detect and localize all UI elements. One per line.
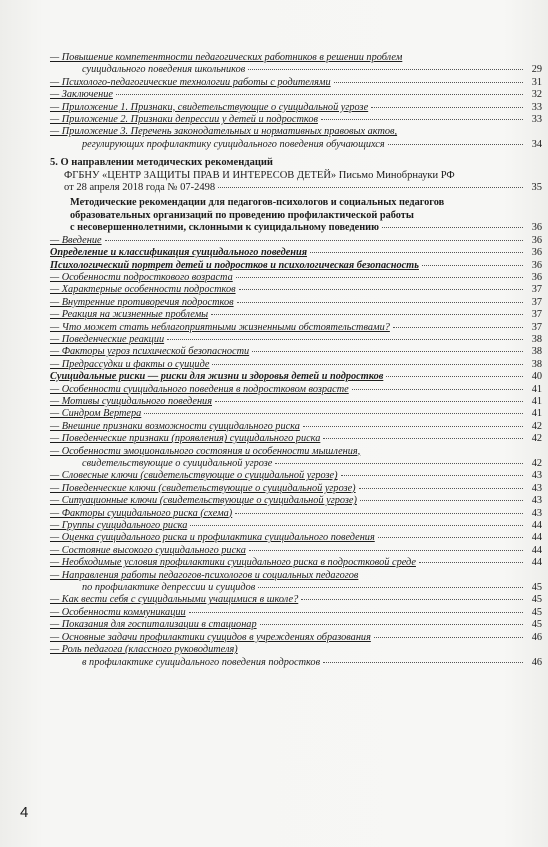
toc-entry-title: — Словесные ключи (свидетельствующие о суицидальной угрозе) <box>50 470 338 482</box>
toc-entry <box>50 77 542 89</box>
toc-entry-title: — Группы суицидального риска <box>50 520 188 532</box>
toc-page-number: 43 <box>531 495 542 507</box>
toc-entry-title: 5. О направлении методических рекомендаций <box>50 157 273 169</box>
toc-entry-title: по профилактике депрессии и суицидов <box>82 582 256 594</box>
dot-leader <box>252 351 523 352</box>
toc-page-number: 45 <box>531 582 542 594</box>
dot-leader <box>388 144 523 145</box>
dot-leader <box>235 513 523 514</box>
dot-leader <box>360 500 523 501</box>
dot-leader <box>310 252 523 253</box>
toc-entry <box>50 495 542 507</box>
toc-entry-title: Суицидальные риски — риски для жизни и здоровья детей и подростков <box>50 371 384 383</box>
toc-page-number: 33 <box>531 114 542 126</box>
page-number: 4 <box>20 804 29 821</box>
toc-page-number: 44 <box>531 557 542 569</box>
dot-leader <box>422 265 523 266</box>
toc-page-number: 42 <box>531 433 542 445</box>
toc-page-number: 45 <box>531 594 542 606</box>
dot-leader <box>218 187 523 188</box>
toc-page-number: 46 <box>531 656 542 668</box>
dot-leader <box>249 550 523 551</box>
dot-leader <box>215 401 523 402</box>
dot-leader <box>248 69 523 70</box>
dot-leader <box>116 94 523 95</box>
toc-page-number: 41 <box>531 408 542 420</box>
toc-entry <box>50 644 542 669</box>
toc-page-number: 35 <box>531 182 542 194</box>
dot-leader <box>167 339 523 340</box>
toc-entry-title: — Мотивы суицидального поведения <box>50 395 212 407</box>
toc-entry-title: — Особенности суицидального поведения в подростковом возрасте <box>50 383 349 395</box>
toc-page-number: 33 <box>531 101 542 113</box>
toc-entry-title: — Как вести себя с суицидальными учащимися в школе? <box>50 594 299 606</box>
toc-entry <box>50 297 542 309</box>
toc-entry <box>50 396 542 408</box>
toc-entry-title: — Необходимые условия профилактики суицидального риска в подростковой среде <box>50 557 416 569</box>
toc-entry <box>50 520 542 532</box>
toc-entry <box>50 322 542 334</box>
toc-page-number: 45 <box>531 606 542 618</box>
toc-entry <box>50 470 542 482</box>
toc-page-number: 46 <box>531 631 542 643</box>
toc-entry-title: — Особенности подросткового возраста <box>50 271 233 283</box>
dot-leader <box>323 438 523 439</box>
toc-entry <box>50 446 542 471</box>
toc-entry-title: — Реакция на жизненные проблемы <box>50 309 209 321</box>
toc-entry <box>50 260 542 272</box>
toc-entry-title: — Приложение 2. Признаки депрессии у детей и подростков <box>50 114 318 126</box>
toc-page-number: 44 <box>531 532 542 544</box>
dot-leader <box>275 463 523 464</box>
dot-leader <box>144 413 523 414</box>
toc-entry-title: — Предрассудки и факты о суициде <box>50 358 210 370</box>
dot-leader <box>382 227 523 228</box>
dot-leader <box>239 289 523 290</box>
dot-leader <box>359 488 523 489</box>
toc-entry-title: — Роль педагога (классного руководителя) <box>50 644 238 656</box>
toc-page-number: 42 <box>531 420 542 432</box>
dot-leader <box>378 537 523 538</box>
dot-leader <box>260 624 523 625</box>
toc-entry <box>50 102 542 114</box>
toc-entry <box>50 532 542 544</box>
dot-leader <box>334 82 523 83</box>
toc-page-number: 38 <box>531 333 542 345</box>
toc-page-number: 37 <box>531 309 542 321</box>
toc-page-number: 32 <box>531 89 542 101</box>
toc-entry-title: — Факторы суицидального риска (схема) <box>50 507 233 519</box>
dot-leader <box>321 119 523 120</box>
dot-leader <box>236 277 523 278</box>
toc-page-number: 43 <box>531 507 542 519</box>
toc-entry-title: в профилактике суицидального поведения подростков <box>82 656 321 668</box>
toc-entry <box>50 607 542 619</box>
toc-entry-title: свидетельствующие о суицидальной угрозе <box>82 458 273 469</box>
toc-page-number: 44 <box>531 544 542 556</box>
toc-entry-title: — Повышение компетентности педагогических работников в решении проблем <box>50 52 403 63</box>
toc-page-number: 31 <box>531 76 542 88</box>
dot-leader <box>352 389 523 390</box>
toc-entry <box>50 433 542 445</box>
toc-entry <box>50 284 542 296</box>
toc-page-number: 37 <box>531 321 542 333</box>
dot-leader <box>341 475 523 476</box>
dot-leader <box>190 525 523 526</box>
dot-leader <box>323 662 523 663</box>
toc-entry-title: — Особенности эмоционального состояния и особенности мышления, <box>50 445 361 457</box>
toc-entry-title: с несовершеннолетними, склонными к суицидальному поведению <box>70 222 379 234</box>
toc-entry <box>50 545 542 557</box>
toc-page-number: 43 <box>531 470 542 482</box>
toc-entry <box>50 483 542 495</box>
toc-page-number: 42 <box>531 458 542 469</box>
toc-entry-title: — Поведенческие ключи (свидетельствующие о суицидальной угрозе) <box>50 482 356 494</box>
toc-entry <box>50 408 542 420</box>
toc-entry <box>50 126 542 151</box>
toc-entry-title: от 28 апреля 2018 года № 07-2498 <box>64 182 216 194</box>
toc-page-number: 36 <box>531 234 542 246</box>
toc-entry-title: ФГБНУ «ЦЕНТР ЗАЩИТЫ ПРАВ И ИНТЕРЕСОВ ДЕТЕЙ» Письмо Минобрнауки РФ <box>64 169 455 181</box>
dot-leader <box>419 562 523 563</box>
toc-entry <box>50 346 542 358</box>
toc-entry-title: — Направления работы педагогов-психологов и социальных педагогов <box>50 569 359 581</box>
toc-entry <box>50 359 542 371</box>
toc-entry <box>50 619 542 631</box>
toc-page-number: 37 <box>531 296 542 308</box>
dot-leader <box>211 314 523 315</box>
toc-entry-title: — Приложение 1. Признаки, свидетельствующие о суицидальной угрозе <box>50 101 369 113</box>
toc-entry-title: — Поведенческие признаки (проявления) суицидального риска <box>50 433 321 445</box>
toc-entry-title: Определение и классификация суицидального поведения <box>50 247 308 259</box>
toc-entry-title: регулирующих профилактику суицидального поведения обучающихся <box>82 138 385 150</box>
toc-entry-title: Психологический портрет детей и подростков и психологическая безопасность <box>50 259 419 271</box>
toc-entry <box>50 508 542 520</box>
dot-leader <box>374 637 523 638</box>
toc-entry-title: — Факторы угроз психической безопасности <box>50 346 250 358</box>
toc-page-number: 41 <box>531 383 542 395</box>
toc-page-number: 38 <box>531 358 542 370</box>
toc-entry-title: — Психолого-педагогические технологии работы с родителями <box>50 76 331 88</box>
toc-entry-title: — Что может стать неблагоприятными жизненными обстоятельствами? <box>50 321 390 333</box>
toc-entry-title: — Особенности коммуникации <box>50 606 186 618</box>
toc-entry <box>50 114 542 126</box>
toc-entry-title: — Характерные особенности подростков <box>50 284 236 296</box>
toc-entry <box>50 157 542 194</box>
toc-page-number: 34 <box>531 138 542 150</box>
toc-entry <box>50 371 542 383</box>
toc-entry <box>50 570 542 595</box>
toc-entry-title: — Состояние высокого суицидального риска <box>50 544 246 556</box>
toc-entry-title: — Ситуационные ключи (свидетельствующие о суицидальной угрозе) <box>50 495 357 507</box>
toc-entry-title: — Синдром Вертера <box>50 408 142 420</box>
toc-page-number: 29 <box>531 64 542 76</box>
toc-entry <box>50 421 542 433</box>
toc-page-number: 36 <box>531 259 542 271</box>
dot-leader <box>371 107 523 108</box>
toc-page-number: 44 <box>531 520 542 532</box>
toc-page-number: 36 <box>531 271 542 283</box>
dot-leader <box>301 599 523 600</box>
toc-page-number: 41 <box>531 395 542 407</box>
toc-entry-title: — Внутренние противоречия подростков <box>50 296 234 308</box>
dot-leader <box>237 302 523 303</box>
toc-entry-title: — Внешние признаки возможности суицидального риска <box>50 420 300 432</box>
toc-entry-title: — Основные задачи профилактики суицидов в учреждениях образования <box>50 631 371 643</box>
toc-entry <box>50 272 542 284</box>
toc-page-number: 36 <box>531 222 542 234</box>
table-of-contents <box>50 52 542 669</box>
toc-entry <box>50 557 542 569</box>
toc-entry-title: — Поведенческие реакции <box>50 333 165 345</box>
dot-leader <box>189 612 523 613</box>
toc-entry-title: образовательных организаций по проведению профилактической работы <box>70 209 414 221</box>
toc-entry <box>50 384 542 396</box>
dot-leader <box>258 587 523 588</box>
toc-entry-title: — Оценка суицидального риска и профилактика суицидального поведения <box>50 532 375 544</box>
toc-entry <box>50 334 542 346</box>
toc-entry-title: Методические рекомендации для педагогов-психологов и социальных педагогов <box>70 197 445 209</box>
toc-entry-title: — Введение <box>50 234 102 246</box>
toc-page-number: 40 <box>531 371 542 383</box>
toc-page-number: 38 <box>531 346 542 358</box>
dot-leader <box>393 327 523 328</box>
toc-entry <box>50 594 542 606</box>
toc-entry-title: — Показания для госпитализации в стационар <box>50 619 257 631</box>
dot-leader <box>303 426 523 427</box>
toc-entry <box>50 309 542 321</box>
toc-entry-title: — Заключение <box>50 89 113 101</box>
toc-entry <box>50 89 542 101</box>
toc-page-number: 36 <box>531 247 542 259</box>
toc-entry <box>50 197 542 234</box>
toc-entry <box>50 235 542 247</box>
toc-entry <box>50 247 542 259</box>
dot-leader <box>386 376 523 377</box>
toc-entry <box>50 52 542 77</box>
toc-page-number: 45 <box>531 619 542 631</box>
toc-page-number: 43 <box>531 482 542 494</box>
toc-entry <box>50 632 542 644</box>
toc-page-number: 37 <box>531 284 542 296</box>
toc-entry-title: — Приложение 3. Перечень законодательных и нормативных правовых актов, <box>50 126 398 138</box>
toc-entry-title: суицидального поведения школьников <box>82 64 246 76</box>
dot-leader <box>212 364 523 365</box>
dot-leader <box>105 240 523 241</box>
